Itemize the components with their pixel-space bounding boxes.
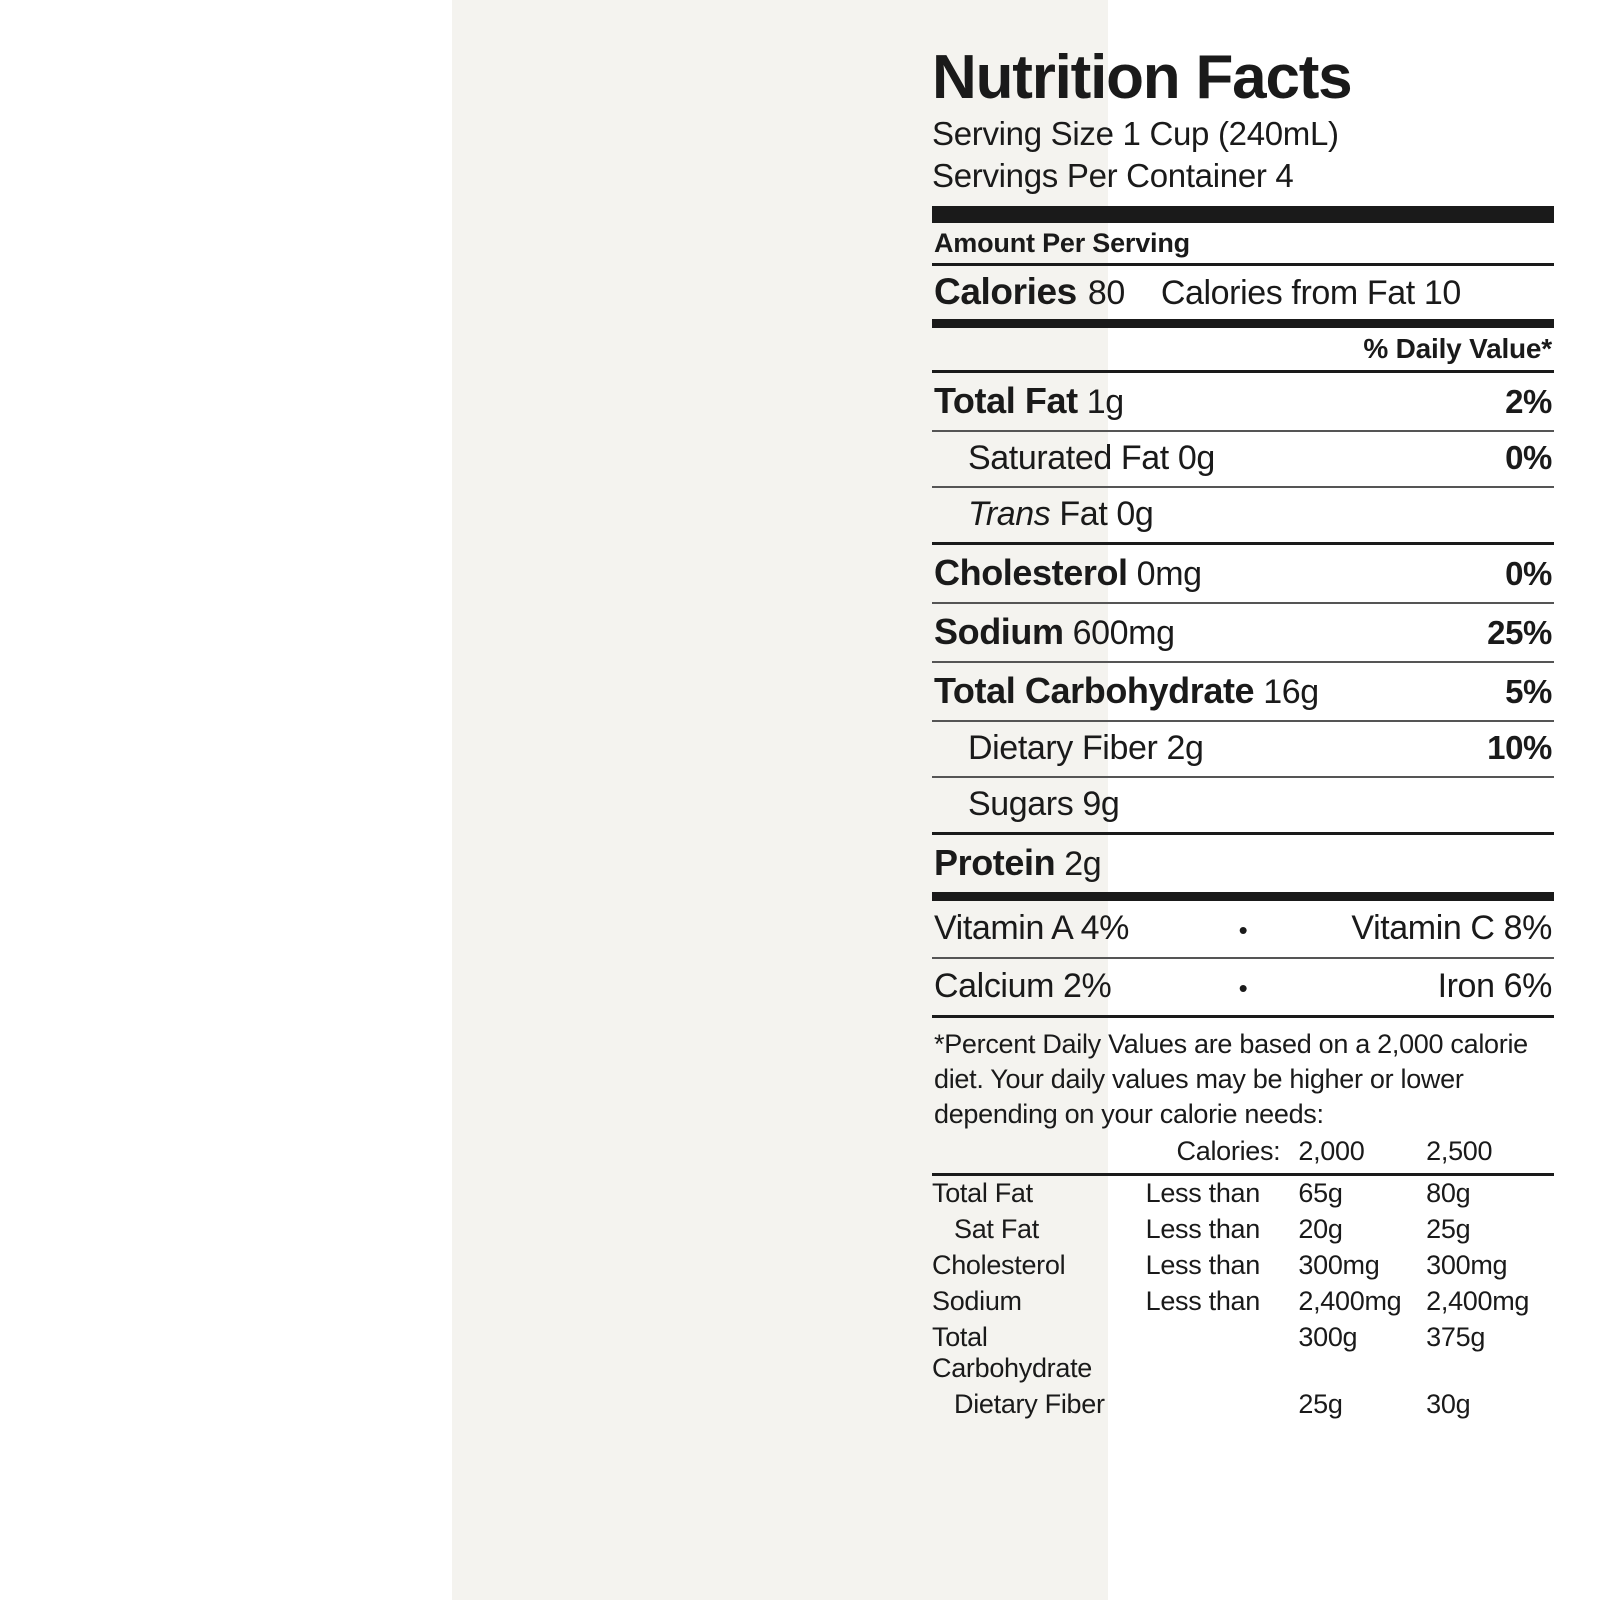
nutrient-amount: Saturated Fat 0g bbox=[968, 438, 1215, 477]
calories-value: 80 bbox=[1087, 273, 1125, 312]
row-qualifier: Less than bbox=[1145, 1249, 1260, 1280]
nutrient-amount: 16g bbox=[1254, 672, 1319, 711]
calories-row bbox=[932, 266, 1554, 319]
calories-from-fat: Calories from Fat 10 bbox=[1160, 273, 1461, 312]
table-row bbox=[932, 1387, 1554, 1423]
vitamin-a-value: Vitamin A 4% bbox=[934, 908, 1129, 947]
daily-value-header: % Daily Value* bbox=[1363, 332, 1552, 364]
nutrient-row-protein bbox=[932, 835, 1554, 892]
nutrient-amount: Fat 0g bbox=[1050, 494, 1154, 533]
table-row bbox=[932, 1284, 1554, 1320]
nutrient-amount: Dietary Fiber 2g bbox=[968, 728, 1204, 767]
table-header-row bbox=[932, 1134, 1554, 1173]
vitamin-row-a-c bbox=[932, 901, 1554, 957]
row-value-2500: 80g bbox=[1426, 1177, 1471, 1208]
nutrient-percent: 2% bbox=[1505, 382, 1552, 420]
row-label: Cholesterol bbox=[932, 1249, 1066, 1280]
nutrient-percent: 10% bbox=[1487, 728, 1552, 766]
nutrient-name: Sodium bbox=[934, 610, 1064, 652]
nutrient-row-trans-fat bbox=[932, 488, 1554, 542]
row-label: Dietary Fiber bbox=[954, 1388, 1105, 1419]
nutrient-amount: 1g bbox=[1077, 382, 1124, 421]
row-value-2000: 300mg bbox=[1298, 1249, 1380, 1280]
row-label: Sat Fat bbox=[954, 1213, 1039, 1244]
table-row bbox=[932, 1212, 1554, 1248]
nutrient-percent: 5% bbox=[1505, 672, 1552, 710]
nutrient-name: Protein bbox=[934, 841, 1056, 883]
row-value-2500: 30g bbox=[1426, 1388, 1471, 1419]
bullet-dot-icon: • bbox=[1238, 914, 1248, 945]
divider-thick-top bbox=[932, 206, 1554, 223]
nutrient-percent: 25% bbox=[1487, 613, 1552, 651]
row-value-2000: 25g bbox=[1298, 1388, 1343, 1419]
row-value-2500: 375g bbox=[1426, 1321, 1486, 1352]
nutrient-name: Cholesterol bbox=[934, 551, 1128, 593]
nutrient-row-sugars bbox=[932, 778, 1554, 832]
col-2000-header: 2,000 bbox=[1298, 1135, 1365, 1166]
row-value-2000: 2,400mg bbox=[1298, 1285, 1402, 1316]
calories-header: Calories: bbox=[1176, 1135, 1281, 1166]
vitamin-row-calcium-iron bbox=[932, 959, 1554, 1015]
nutrient-row-saturated-fat bbox=[932, 432, 1554, 486]
row-qualifier: Less than bbox=[1145, 1285, 1260, 1316]
row-qualifier bbox=[1146, 1387, 1299, 1423]
nutrition-label-panel bbox=[452, 0, 1552, 1600]
daily-values-table bbox=[932, 1134, 1554, 1423]
nutrient-row-sodium bbox=[932, 604, 1554, 661]
daily-value-footnote: *Percent Daily Values are based on a 2,000 calorie diet. Your daily values may be higher or lower depending on your calorie needs: bbox=[934, 1028, 1528, 1129]
row-value-2500: 2,400mg bbox=[1426, 1285, 1530, 1316]
table-row bbox=[932, 1176, 1554, 1212]
row-value-2000: 20g bbox=[1298, 1213, 1343, 1244]
table-row bbox=[932, 1248, 1554, 1284]
calcium-value: Calcium 2% bbox=[934, 966, 1112, 1005]
row-label: Sodium bbox=[932, 1285, 1022, 1316]
nutrition-facts-label bbox=[932, 43, 1554, 1423]
nutrient-amount: Sugars 9g bbox=[968, 784, 1120, 823]
divider-med-1 bbox=[932, 319, 1554, 328]
row-value-2500: 25g bbox=[1426, 1213, 1471, 1244]
iron-value: Iron 6% bbox=[1437, 966, 1552, 1005]
nutrient-amount: 0mg bbox=[1127, 554, 1202, 593]
divider-med-2 bbox=[932, 892, 1554, 901]
nutrient-row-dietary-fiber bbox=[932, 722, 1554, 776]
nutrient-name-italic: Trans bbox=[968, 494, 1051, 533]
nutrient-percent: 0% bbox=[1505, 438, 1552, 476]
table-row bbox=[932, 1320, 1554, 1387]
row-qualifier: Less than bbox=[1145, 1177, 1260, 1208]
calories-label: Calories bbox=[934, 270, 1077, 312]
row-label: Total Fat bbox=[932, 1177, 1033, 1208]
vitamin-c-value: Vitamin C 8% bbox=[1351, 908, 1552, 947]
row-value-2000: 65g bbox=[1298, 1177, 1343, 1208]
nutrient-amount: 600mg bbox=[1063, 613, 1175, 652]
nutrient-name: Total Fat bbox=[934, 379, 1078, 421]
row-qualifier bbox=[1146, 1320, 1299, 1387]
nutrient-row-total-carbohydrate bbox=[932, 663, 1554, 720]
nutrient-amount: 2g bbox=[1055, 844, 1102, 883]
nutrient-row-total-fat bbox=[932, 373, 1554, 430]
nutrient-name: Total Carbohydrate bbox=[934, 669, 1255, 711]
row-qualifier: Less than bbox=[1145, 1213, 1260, 1244]
row-label: Total Carbohydrate bbox=[932, 1321, 1092, 1383]
row-value-2500: 300mg bbox=[1426, 1249, 1508, 1280]
nutrient-row-cholesterol bbox=[932, 545, 1554, 602]
bullet-dot-icon: • bbox=[1238, 972, 1248, 1003]
page-title: Nutrition Facts bbox=[932, 43, 1352, 112]
nutrient-percent: 0% bbox=[1505, 554, 1552, 592]
empty-cell bbox=[932, 1134, 1146, 1173]
row-value-2000: 300g bbox=[1298, 1321, 1358, 1352]
serving-size-text: Serving Size 1 Cup (240mL) bbox=[932, 115, 1339, 153]
amount-per-serving-label: Amount Per Serving bbox=[934, 227, 1190, 258]
servings-per-container-text: Servings Per Container 4 bbox=[932, 157, 1294, 195]
col-2500-header: 2,500 bbox=[1426, 1135, 1493, 1166]
